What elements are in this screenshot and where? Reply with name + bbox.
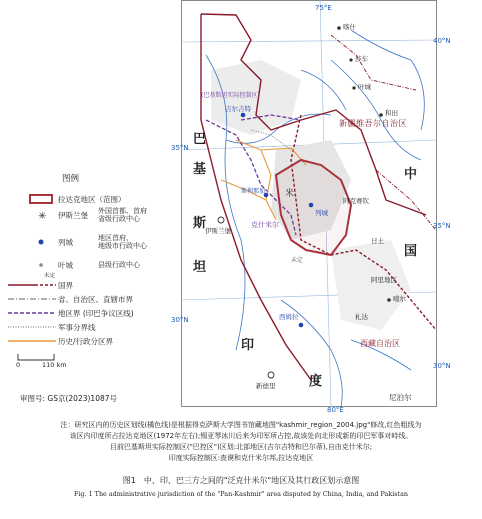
svg-text:✳: ✳ <box>38 211 47 223</box>
label-ritu: 日土 <box>371 237 384 245</box>
label-islamabad: 伊斯兰堡 <box>205 227 231 235</box>
label-hetian: 和田 <box>385 109 398 117</box>
scale-bar <box>16 352 76 369</box>
legend-label-military: 军事分界线 <box>58 322 96 332</box>
legend-item-capital <box>6 207 147 223</box>
legend-label-dispute: 地区界 (印巴争议区线) <box>58 308 134 318</box>
caption-chinese: 图1 中、印、巴三方之间的"泛克什米尔"地区及其行政区划示意图 <box>122 476 360 485</box>
legend-desc-county: 县级行政中心 <box>98 260 140 269</box>
label-tan: 坦 <box>193 260 207 275</box>
city-shache <box>349 58 352 61</box>
city-yecheng <box>352 86 355 89</box>
lon-top-label: 75°E <box>315 4 332 12</box>
note-line-1: 注：研究区内的历史区划线(橘色线)是根据得克萨斯大学图书馆藏地图"kashmir_region_2004.jpg"修改,红色粗线为 <box>60 421 422 429</box>
legend-item-border <box>6 278 73 292</box>
label-leh: 列城 <box>315 209 328 217</box>
lon-bottom-label: 80°E <box>327 406 344 414</box>
lat-right-40: 40°N <box>433 37 451 45</box>
label-kashmir: 克什米尔 <box>251 221 279 229</box>
legend-item-history <box>6 334 113 348</box>
legend-desc-capital: 外国首都、首府 省级行政中心 <box>98 207 147 224</box>
label-srinagar: 斯利那加 <box>241 188 266 195</box>
label-du: 度 <box>309 374 323 389</box>
lat-left-35: 35°N <box>171 144 189 152</box>
note-line-3: 目前巴基斯坦实际控制区("巴控区")区划:北部地区(吉尔吉特和巴尔蒂),自由克什米尔; <box>109 443 373 451</box>
city-hetian <box>379 113 383 117</box>
city-leh <box>309 203 314 208</box>
legend-label-ladakh: 拉达克地区（范围） <box>58 194 126 204</box>
city-shimla <box>299 323 304 328</box>
label-kashmir-mi: 米 <box>285 189 295 199</box>
note-line-4: 印度实际控制区:查谟和克什米尔邦,拉达克地区 <box>168 454 314 462</box>
city-islamabad <box>218 217 224 223</box>
legend-label-county: 叶城 <box>58 260 73 270</box>
lat-left-30: 30°N <box>171 316 189 324</box>
label-shache: 莎车 <box>355 55 368 63</box>
label-ji: 基 <box>193 162 207 177</box>
legend-undetermined: 未定 <box>44 273 56 279</box>
legend-label-prefecture: 列城 <box>58 237 73 247</box>
lat-right-30: 30°N <box>433 362 451 370</box>
legend-item-military <box>6 320 96 334</box>
city-gar <box>387 298 391 302</box>
note-line-2: 该区内印度所占拉达克地区(1972年左右);锡亚琴冰川后来为印军所占控,故该处向北形成新的印巴军事对峙线。 <box>69 432 413 440</box>
label-zhada: 札达 <box>355 313 368 321</box>
label-gar: 噶尔 <box>393 295 406 303</box>
legend-item-province <box>6 292 133 306</box>
legend-label-history: 历史/行政分区界 <box>58 336 114 346</box>
legend-label-border: 国界 <box>58 280 73 290</box>
label-gilgit: 吉尔吉特 <box>225 105 251 113</box>
city-delhi <box>268 372 274 378</box>
scale-label: 110 km <box>42 361 67 369</box>
label-shimla: 西姆拉 <box>279 313 299 321</box>
label-pak-note: (巴基斯坦实际控制区) <box>201 92 260 99</box>
label-guo: 国 <box>404 244 418 259</box>
legend-label-capital: 伊斯兰堡 <box>58 210 88 220</box>
label-undetermined: 未定 <box>291 257 304 264</box>
legend-desc-prefecture: 地区首府、 地级市行政中心 <box>98 234 147 251</box>
legend-item-ladakh <box>6 192 126 206</box>
legend-item-prefecture <box>6 234 147 250</box>
lat-right-35: 35°N <box>433 222 451 230</box>
label-delhi: 新德里 <box>256 382 276 390</box>
label-ngari: 阿里地区 <box>371 276 397 284</box>
label-zhong: 中 <box>404 167 418 182</box>
legend-item-dispute <box>6 306 134 320</box>
label-xinjiang: 新疆维吾尔自治区 <box>339 119 407 128</box>
label-xizang: 西藏自治区 <box>360 339 400 348</box>
city-gilgit <box>241 113 246 118</box>
legend-label-province: 省、自治区、直辖市界 <box>58 294 133 304</box>
map-area <box>181 0 437 407</box>
label-kashi: 喀什 <box>343 23 356 31</box>
city-kashi <box>337 26 341 30</box>
caption-english: Fig. 1 The administrative jurisdiction of the "Pan-Kashmir" area disputed by China, India, and Pakistan <box>73 490 409 498</box>
legend-item-county <box>6 258 140 272</box>
label-yin: 印 <box>241 338 255 353</box>
label-nepal: 尼泊尔 <box>389 393 412 402</box>
scale-zero: 0 <box>16 361 21 369</box>
label-aksai: 阿克赛钦 <box>343 197 369 205</box>
label-yecheng: 叶城 <box>358 83 371 91</box>
legend-title: 图例 <box>62 174 80 184</box>
label-ba: 巴 <box>193 132 207 147</box>
label-si: 斯 <box>193 216 207 231</box>
review-number: 审图号: GS京(2023)1087号 <box>20 394 118 403</box>
